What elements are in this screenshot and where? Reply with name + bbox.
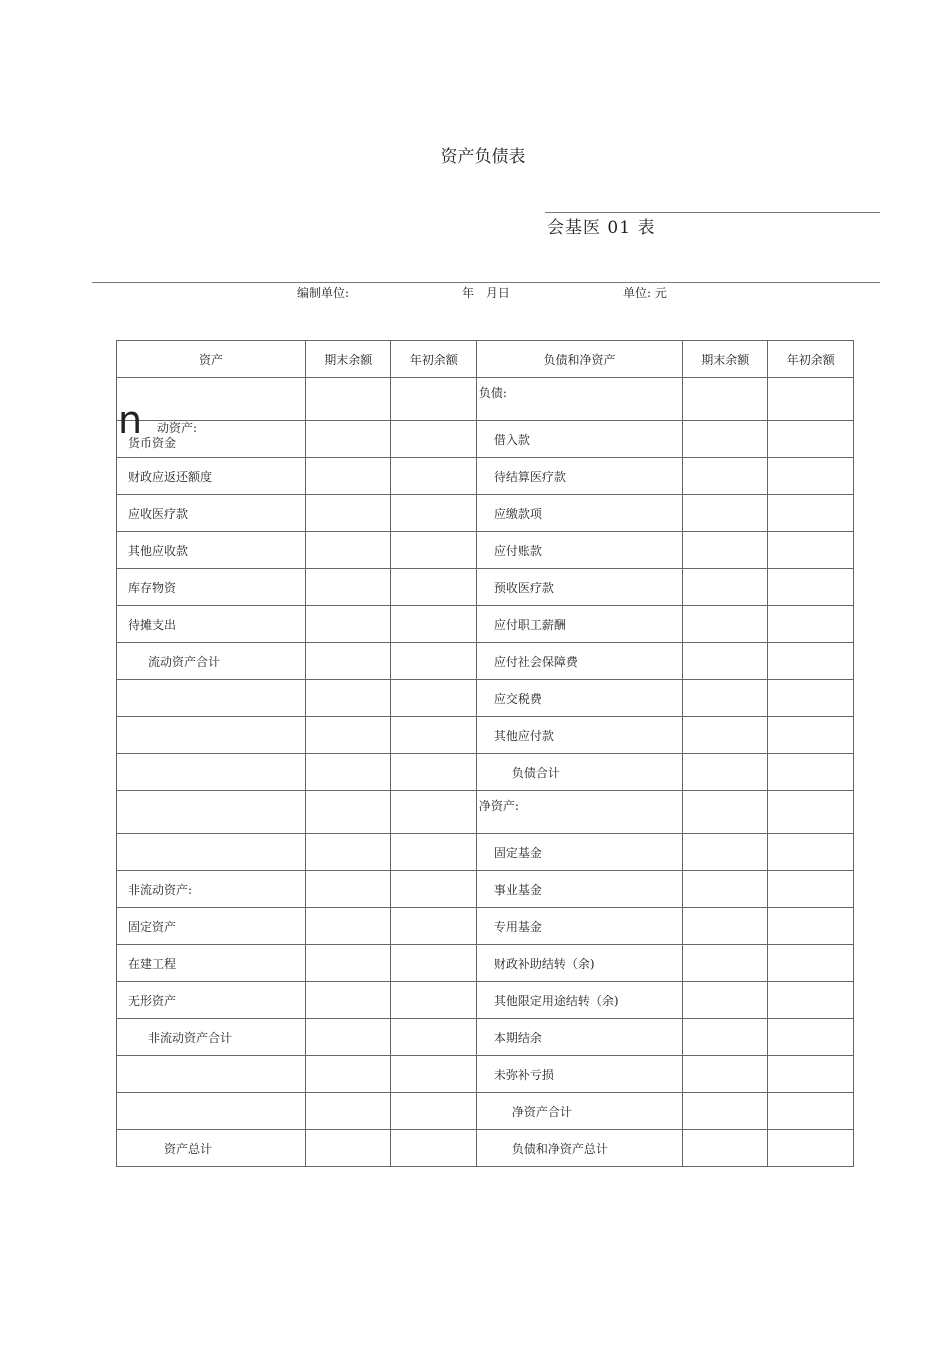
table-row bbox=[117, 1093, 854, 1130]
table-row bbox=[117, 378, 854, 421]
table-row bbox=[117, 495, 854, 532]
table-row bbox=[117, 791, 854, 834]
amount-cell[interactable] bbox=[391, 643, 476, 680]
asset-cell: 待摊支出 bbox=[117, 606, 306, 643]
table-row bbox=[117, 717, 854, 754]
amount-cell[interactable] bbox=[683, 606, 768, 643]
amount-cell[interactable] bbox=[768, 717, 854, 754]
amount-cell[interactable] bbox=[768, 1056, 854, 1093]
amount-cell[interactable] bbox=[768, 871, 854, 908]
amount-cell[interactable] bbox=[391, 606, 476, 643]
currency-unit-label: 单位: 元 bbox=[623, 286, 667, 300]
amount-cell[interactable] bbox=[391, 1130, 476, 1167]
amount-cell[interactable] bbox=[306, 945, 391, 982]
asset-cell bbox=[117, 1093, 306, 1130]
header-liability-begin-balance: 年初余额 bbox=[768, 341, 854, 378]
table-row bbox=[117, 532, 854, 569]
amount-cell[interactable] bbox=[768, 606, 854, 643]
asset-cell bbox=[117, 680, 306, 717]
asset-cell: 在建工程 bbox=[117, 945, 306, 982]
asset-cell bbox=[117, 834, 306, 871]
amount-cell[interactable] bbox=[683, 871, 768, 908]
amount-cell[interactable] bbox=[683, 458, 768, 495]
amount-cell[interactable] bbox=[768, 680, 854, 717]
amount-cell[interactable] bbox=[391, 791, 476, 834]
amount-cell[interactable] bbox=[683, 908, 768, 945]
assets-total-cell: 资产总计 bbox=[117, 1130, 306, 1167]
table-row bbox=[117, 606, 854, 643]
amount-cell[interactable] bbox=[768, 908, 854, 945]
table-row bbox=[117, 421, 854, 458]
amount-cell[interactable] bbox=[683, 421, 768, 458]
liability-cell: 负债: bbox=[476, 378, 682, 421]
amount-cell[interactable] bbox=[391, 1019, 476, 1056]
amount-cell[interactable] bbox=[306, 680, 391, 717]
amount-cell[interactable] bbox=[306, 982, 391, 1019]
amount-cell[interactable] bbox=[306, 458, 391, 495]
header-assets: 资产 bbox=[117, 341, 306, 378]
amount-cell[interactable] bbox=[768, 569, 854, 606]
amount-cell[interactable] bbox=[391, 908, 476, 945]
amount-cell[interactable] bbox=[391, 871, 476, 908]
asset-cell: 应收医疗款 bbox=[117, 495, 306, 532]
amount-cell[interactable] bbox=[391, 717, 476, 754]
asset-cell bbox=[117, 791, 306, 834]
table-row bbox=[117, 569, 854, 606]
amount-cell[interactable] bbox=[683, 378, 768, 421]
liability-cell: 本期结余 bbox=[476, 1019, 682, 1056]
amount-cell[interactable] bbox=[768, 643, 854, 680]
amount-cell[interactable] bbox=[306, 1056, 391, 1093]
liability-cell: 预收医疗款 bbox=[476, 569, 682, 606]
amount-cell[interactable] bbox=[306, 495, 391, 532]
amount-cell[interactable] bbox=[391, 680, 476, 717]
table-row bbox=[117, 908, 854, 945]
amount-cell[interactable] bbox=[391, 421, 476, 458]
asset-cell: 其他应收款 bbox=[117, 532, 306, 569]
asset-label: 货币资金 bbox=[128, 435, 177, 450]
liability-cell: 专用基金 bbox=[476, 908, 682, 945]
amount-cell[interactable] bbox=[683, 1019, 768, 1056]
amount-cell[interactable] bbox=[306, 754, 391, 791]
amount-cell[interactable] bbox=[768, 421, 854, 458]
asset-cell bbox=[117, 754, 306, 791]
amount-cell[interactable] bbox=[683, 945, 768, 982]
amount-cell[interactable] bbox=[768, 532, 854, 569]
liability-cell: 财政补助结转（余) bbox=[476, 945, 682, 982]
balance-sheet-table bbox=[116, 340, 854, 1167]
table-row bbox=[117, 945, 854, 982]
amount-cell[interactable] bbox=[306, 871, 391, 908]
amount-cell[interactable] bbox=[768, 1019, 854, 1056]
asset-cell: 非流动资产: bbox=[117, 871, 306, 908]
amount-cell[interactable] bbox=[768, 754, 854, 791]
liability-cell: 未弥补亏损 bbox=[476, 1056, 682, 1093]
asset-subtotal-cell: 非流动资产合计 bbox=[117, 1019, 306, 1056]
amount-cell[interactable] bbox=[306, 569, 391, 606]
amount-cell[interactable] bbox=[768, 458, 854, 495]
amount-cell[interactable] bbox=[683, 643, 768, 680]
amount-cell[interactable] bbox=[683, 1130, 768, 1167]
amount-cell[interactable] bbox=[768, 982, 854, 1019]
amount-cell[interactable] bbox=[391, 1056, 476, 1093]
asset-cell bbox=[117, 398, 306, 458]
amount-cell[interactable] bbox=[306, 643, 391, 680]
liability-total-cell: 负债合计 bbox=[476, 754, 682, 791]
amount-cell[interactable] bbox=[391, 495, 476, 532]
asset-cell bbox=[117, 717, 306, 754]
liability-cell: 应付职工薪酬 bbox=[476, 606, 682, 643]
amount-cell[interactable] bbox=[306, 791, 391, 834]
amount-cell[interactable] bbox=[683, 532, 768, 569]
asset-subtotal-cell: 流动资产合计 bbox=[117, 643, 306, 680]
amount-cell[interactable] bbox=[306, 606, 391, 643]
liabilities-net-assets-total-cell: 负债和净资产总计 bbox=[476, 1130, 682, 1167]
amount-cell[interactable] bbox=[391, 569, 476, 606]
header-liabilities-net-assets: 负债和净资产 bbox=[476, 341, 682, 378]
amount-cell[interactable] bbox=[683, 680, 768, 717]
amount-cell[interactable] bbox=[768, 378, 854, 421]
amount-cell[interactable] bbox=[391, 532, 476, 569]
amount-cell[interactable] bbox=[683, 569, 768, 606]
asset-cell: 库存物资 bbox=[117, 569, 306, 606]
liability-cell: 借入款 bbox=[476, 421, 682, 458]
date-label: 年 月日 bbox=[462, 286, 510, 300]
liability-cell: 应付社会保障费 bbox=[476, 643, 682, 680]
amount-cell[interactable] bbox=[306, 1130, 391, 1167]
amount-cell[interactable] bbox=[391, 754, 476, 791]
header-rule bbox=[92, 282, 880, 283]
amount-cell[interactable] bbox=[768, 495, 854, 532]
amount-cell[interactable] bbox=[683, 754, 768, 791]
asset-cell: 财政应返还额度 bbox=[117, 458, 306, 495]
form-number: 会基医 01 表 bbox=[547, 218, 656, 238]
table-row bbox=[117, 1056, 854, 1093]
table-row bbox=[117, 643, 854, 680]
liability-cell: 应付账款 bbox=[476, 532, 682, 569]
table-row bbox=[117, 458, 854, 495]
amount-cell[interactable] bbox=[306, 1093, 391, 1130]
document-title: 资产负债表 bbox=[440, 147, 526, 167]
liability-cell: 其他限定用途结转（余) bbox=[476, 982, 682, 1019]
stray-glyph: n bbox=[118, 398, 143, 442]
amount-cell[interactable] bbox=[391, 982, 476, 1019]
amount-cell[interactable] bbox=[391, 834, 476, 871]
net-assets-total-cell: 净资产合计 bbox=[476, 1093, 682, 1130]
amount-cell[interactable] bbox=[683, 495, 768, 532]
amount-cell[interactable] bbox=[683, 982, 768, 1019]
amount-cell[interactable] bbox=[683, 1093, 768, 1130]
amount-cell[interactable] bbox=[768, 834, 854, 871]
amount-cell[interactable] bbox=[683, 1056, 768, 1093]
amount-cell[interactable] bbox=[391, 458, 476, 495]
asset-cell: 无形资产 bbox=[117, 982, 306, 1019]
liability-cell: 应交税费 bbox=[476, 680, 682, 717]
amount-cell[interactable] bbox=[306, 834, 391, 871]
liability-cell: 其他应付款 bbox=[476, 717, 682, 754]
amount-cell[interactable] bbox=[306, 1019, 391, 1056]
asset-cell: 固定资产 bbox=[117, 908, 306, 945]
amount-cell[interactable] bbox=[306, 532, 391, 569]
table-row bbox=[117, 1019, 854, 1056]
header-asset-end-balance: 期末余额 bbox=[306, 341, 391, 378]
amount-cell[interactable] bbox=[768, 1130, 854, 1167]
table-row bbox=[117, 834, 854, 871]
table-header-row bbox=[117, 341, 854, 378]
table-row bbox=[117, 1130, 854, 1167]
table-row bbox=[117, 871, 854, 908]
asset-cell bbox=[117, 1056, 306, 1093]
amount-cell[interactable] bbox=[391, 945, 476, 982]
amount-cell[interactable] bbox=[683, 717, 768, 754]
amount-cell[interactable] bbox=[391, 378, 476, 421]
liability-cell: 固定基金 bbox=[476, 834, 682, 871]
amount-cell[interactable] bbox=[768, 791, 854, 834]
amount-cell[interactable] bbox=[683, 834, 768, 871]
header-asset-begin-balance: 年初余额 bbox=[391, 341, 476, 378]
amount-cell[interactable] bbox=[306, 717, 391, 754]
amount-cell[interactable] bbox=[306, 421, 391, 458]
amount-cell[interactable] bbox=[391, 1093, 476, 1130]
table-row bbox=[117, 982, 854, 1019]
table-row bbox=[117, 754, 854, 791]
amount-cell[interactable] bbox=[768, 1093, 854, 1130]
liability-cell: 事业基金 bbox=[476, 871, 682, 908]
preparing-unit-label: 编制单位: bbox=[297, 286, 350, 300]
header-liability-end-balance: 期末余额 bbox=[683, 341, 768, 378]
liability-cell: 应缴款项 bbox=[476, 495, 682, 532]
amount-cell[interactable] bbox=[306, 908, 391, 945]
table-row bbox=[117, 680, 854, 717]
asset-cell bbox=[117, 378, 306, 421]
amount-cell[interactable] bbox=[683, 791, 768, 834]
overlapping-label: 动资产: bbox=[157, 421, 198, 435]
liability-cell: 净资产: bbox=[476, 791, 682, 834]
liability-cell: 待结算医疗款 bbox=[476, 458, 682, 495]
amount-cell[interactable] bbox=[768, 945, 854, 982]
amount-cell[interactable] bbox=[306, 378, 391, 421]
